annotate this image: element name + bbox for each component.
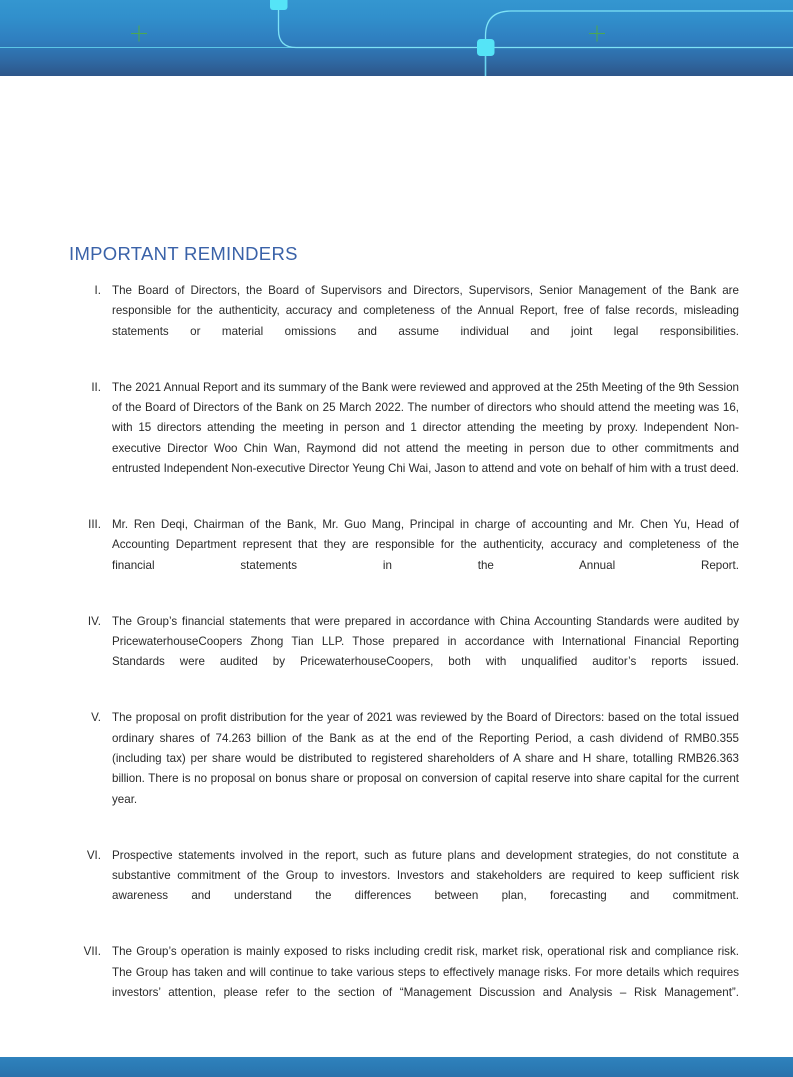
list-item-marker: II.	[91, 380, 101, 394]
circuit-trace-graphic	[0, 0, 793, 76]
list-item-marker: IV.	[87, 614, 101, 628]
list-item-text: The Group’s operation is mainly exposed to risks including credit risk, market risk, operational risk and compliance risk. The Group has taken and will continue to take various steps to effectively manage risks. For more details which requires investors’ attention, please refer to the section of “Management Discussion and Analysis – Risk Management”.	[112, 945, 739, 999]
important-reminders-list	[69, 281, 739, 1024]
list-item	[69, 708, 739, 830]
list-item-marker: VI.	[86, 848, 101, 862]
list-item	[69, 281, 739, 362]
list-item	[69, 846, 739, 927]
list-item	[69, 942, 739, 1023]
list-item-marker: III.	[88, 517, 101, 531]
list-item	[69, 612, 739, 693]
list-item-text: The Group’s financial statements that were prepared in accordance with China Accounting Standards were audited by PricewaterhouseCoopers Zhong Tian LLP. Those prepared in accordance with International Financial Reporting Standards were audited by PricewaterhouseCoopers, both with unqualified auditor’s reports issued.	[112, 614, 739, 669]
list-item-marker: V.	[91, 711, 101, 725]
circuit-node	[477, 39, 495, 56]
list-item-text: Mr. Ren Deqi, Chairman of the Bank, Mr. Guo Mang, Principal in charge of accounting and Mr. Chen Yu, Head of Accounting Department represent that they are responsible for the authenticity, accuracy and completeness of the financial statements in the Annual Report.	[112, 517, 739, 572]
list-item-text: The proposal on profit distribution for the year of 2021 was reviewed by the Board of Directors: based on the total issued ordinary shares of 74.263 billion of the Bank as at the end of the Reporting Period, a cash dividend of RMB0.355 (including tax) per share would be distributed to registered shareholders of A share and H share, totalling RMB26.363 billion. There is no proposal on bonus share or proposal on conversion of capital reserve into share capital for the current year.	[112, 711, 739, 806]
list-item	[69, 378, 739, 500]
list-item-marker: I.	[94, 284, 101, 297]
page-content	[0, 76, 793, 1057]
page-title: IMPORTANT REMINDERS	[69, 243, 298, 264]
list-item-text: The Board of Directors, the Board of Supervisors and Directors, Supervisors, Senior Management of the Bank are responsible for the authenticity, accuracy and completeness of the Annual Report, free of false records, misleading statements or material omissions and assume individual and joint legal responsibilities.	[112, 284, 739, 338]
list-item	[69, 515, 739, 596]
page-footer-bar	[0, 1057, 793, 1077]
circuit-node	[270, 0, 288, 10]
list-item-text: Prospective statements involved in the report, such as future plans and development strategies, do not constitute a substantive commitment of the Group to investors. Investors and stakeholders are required to keep sufficient risk awareness and understand the differences between plan, forecasting and commitment.	[112, 848, 739, 903]
list-item-text: The 2021 Annual Report and its summary of the Bank were reviewed and approved at the 25th Meeting of the 9th Session of the Board of Directors of the Bank on 25 March 2022. The number of directors who should attend the meeting was 16, with 15 directors attending the meeting in person and 1 director attending the meeting by proxy. Independent Non-executive Director Woo Chin Wan, Raymond did not attend the meeting in person due to other commitments and entrusted Independent Non-executive Director Yeung Chi Wai, Jason to attend and vote on behalf of him with a trust deed.	[112, 380, 739, 475]
page-header-banner	[0, 0, 793, 76]
list-item-marker: VII.	[83, 945, 101, 959]
